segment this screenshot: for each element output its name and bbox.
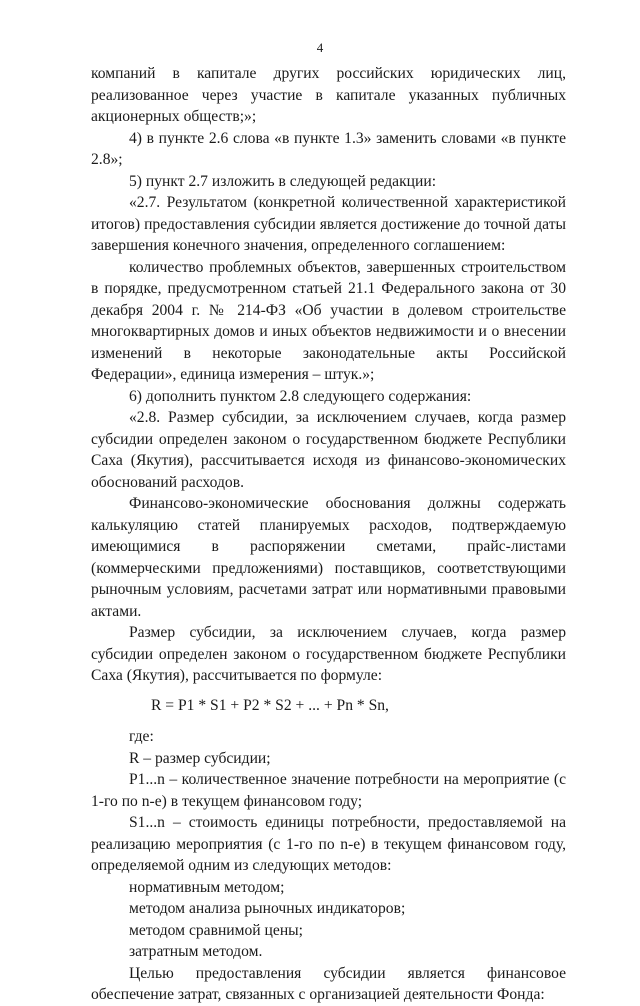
method-normative: нормативным методом;: [129, 878, 285, 896]
paragraph-problem-objects: количество проблемных объектов, завершенных строительством в порядке, предусмотренном статьей 21.1 Федерального закона от 30 декабря 2004 г. № 214-ФЗ «Об участии в долевом строительстве многоквартирных домов и иных объектов недвижимости и о внесении изменений в некоторые законодательные акты Российской Федерации», единица измерения – штук.»;: [91, 258, 566, 383]
definition-r: R – размер субсидии;: [129, 749, 271, 767]
document-body: [91, 63, 566, 1006]
paragraph-subsidy-size: Размер субсидии, за исключением случаев, когда размер субсидии определен законом о государственном бюджете Республики Саха (Якутия), рассчитывается по формуле:: [91, 624, 566, 684]
subsidy-formula: R = P1 * S1 + P2 * S2 + ... + Pn * Sn,: [151, 696, 389, 714]
definition-s: S1...n – стоимость единицы потребности, предоставляемой на реализацию мероприятия (с 1-го по n-е) в текущем финансовом году, определяемой одним из следующих методов:: [91, 814, 566, 874]
paragraph-where: где:: [129, 728, 154, 745]
method-cost: затратным методом.: [129, 943, 263, 960]
paragraph-continuation: компаний в капитале других российских юридических лиц, реализованное через участие в капитале указанных публичных акционерных обществ;»;: [91, 65, 566, 125]
paragraph-purpose: Целью предоставления субсидии является финансовое обеспечение затрат, связанных с организацией деятельности Фонда:: [91, 964, 566, 1003]
page-number: 4: [316, 40, 324, 55]
method-market-analysis: методом анализа рыночных индикаторов;: [129, 900, 406, 917]
paragraph-item-6: 6) дополнить пунктом 2.8 следующего содержания:: [129, 387, 472, 405]
paragraph-clause-2-7: «2.7. Результатом (конкретной количественной характеристикой итогов) предоставления субсидии является достижение до точной даты завершения конечного значения, определенного соглашением:: [91, 194, 566, 254]
method-comparable-price: методом сравнимой цены;: [129, 921, 303, 939]
paragraph-economic-justification: Финансово-экономические обоснования должны содержать калькуляцию статей планируемых расходов, подтверждаемую имеющимися в распоряжении сметами, прайс-листами (коммерческими предложениями) поставщиков, соответствующими рыночным условиям, расчетами затрат или нормативными правовыми актами.: [91, 495, 566, 620]
paragraph-item-5: 5) пункт 2.7 изложить в следующей редакции:: [129, 172, 437, 190]
paragraph-clause-2-8: «2.8. Размер субсидии, за исключением случаев, когда размер субсидии определен законом о государственном бюджете Республики Саха (Якутия), рассчитывается исходя из финансово-экономических обоснований расходов.: [91, 409, 566, 491]
paragraph-item-4: 4) в пункте 2.6 слова «в пункте 1.3» заменить словами «в пункте 2.8»;: [91, 129, 566, 168]
definition-p: P1...n – количественное значение потребности на мероприятие (с 1-го по n-е) в текущем финансовом году;: [91, 771, 566, 810]
